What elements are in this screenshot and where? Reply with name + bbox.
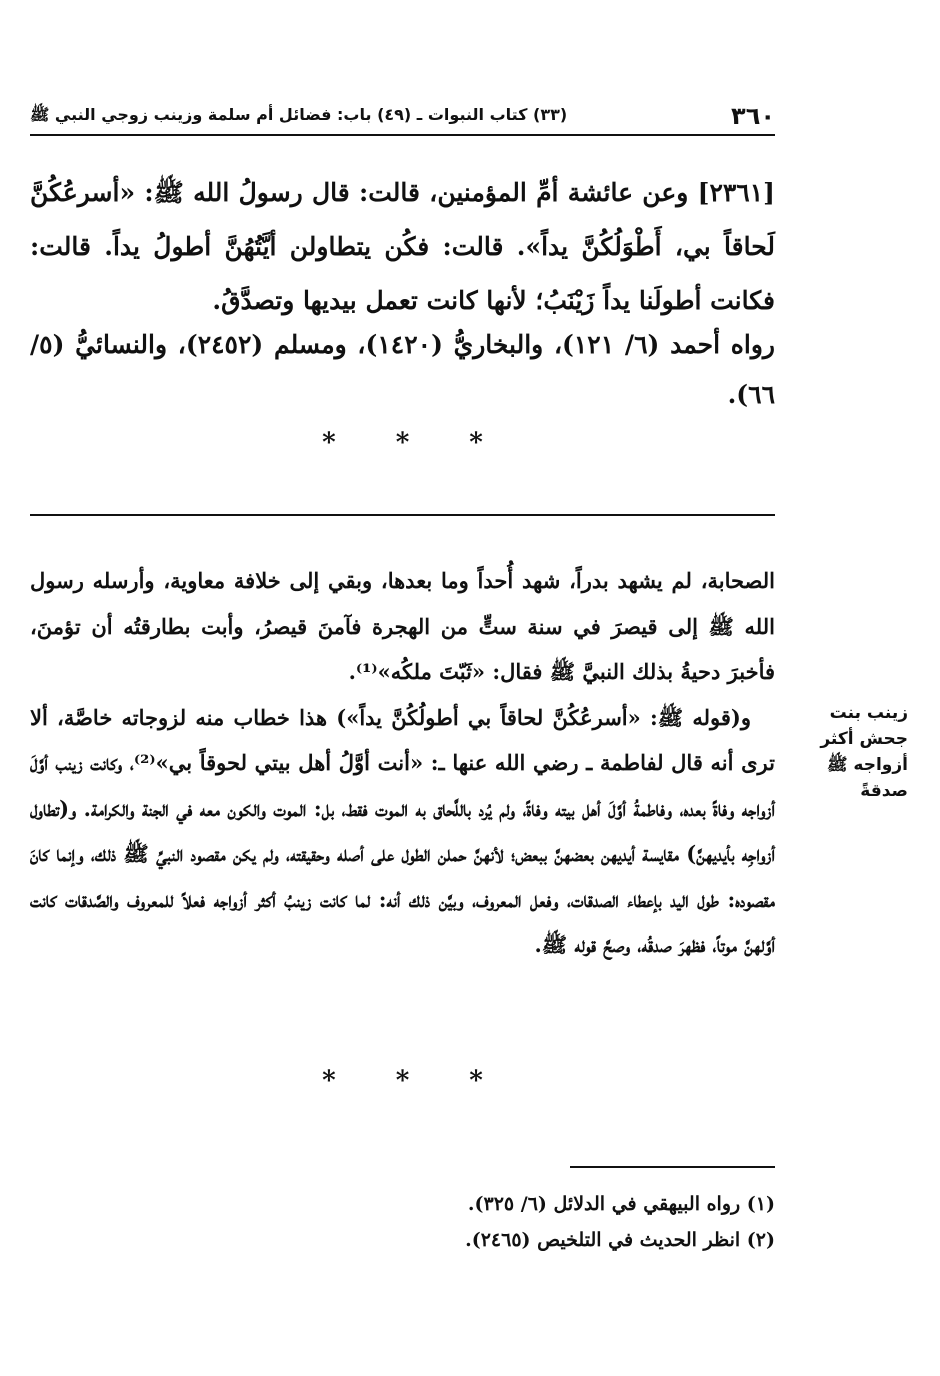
page-header [30,98,775,136]
margin-heading-line: جحش أكثر [820,729,908,749]
hadith-source: رواه أحمد (٦/ ١٢١)، والبخاريُّ (١٤٢٠)، ومسلم (٢٤٥٢)، والنسائيُّ (٥/ ٦٦). [30,330,775,409]
separator-star: * [469,1066,483,1096]
footnote: (٢) انظر الحديث في التلخيص (٢٤٦٥). [465,1229,775,1251]
separator-star: * [322,1066,336,1096]
margin-heading-line: أزواجه ﷺ [826,755,908,775]
separator-star: * [395,428,410,458]
commentary [30,558,775,968]
footnote: (١) رواه البيهقي في الدلائل (٦/ ٣٢٥). [467,1193,775,1215]
separator-star: * [395,1066,410,1096]
hadith-text: [٢٣٦١] وعن عائشة أمِّ المؤمنين، قالت: قال رسولُ الله ﷺ: «أسرعُكُنَّ لَحاقاً بي، أَطْوَلُكُنَّ يداً». قالت: فكُن يتطاولن أيَّتُهُنَّ أطولُ يداً. قالت: فكانت أطولَنا يداً زَيْنَبُ؛ لأنها كانت تعمل بيديها وتصدَّقُ. [30,178,775,315]
page-number: ٣٦٠ [731,102,775,130]
separator-star: * [469,428,483,458]
section-separator [30,1066,775,1096]
margin-heading [790,700,908,804]
footnote-divider [570,1166,775,1168]
commentary-paragraph: و(قوله ﷺ: «أسرعُكُنَّ لحاقاً بي أطولُكُنَّ يداً») هذا خطاب منه لزوجاته خاصَّة، ألا ترى أنه قال لفاطمة ـ رضي الله عنها ـ: «أنت أوَّلُ أهل بيتي لحوقاً بي»⁽²⁾، وكانت زينب أوَّلَ أزواجه وفاةً بعده، وفاطمةُ أوَّلَ أهل بيته وفاةً، ولم يُرد باللَّحاق به الموت فقط، بل: الموت والكون معه في الجنة والكرامة. و(تطاول أزواجِه بأيديهنَّ) مقايسة أيديهن بعضهنَّ ببعض؛ لأنهنَّ حملن الطول على أصله وحقيقته، ولم يكن مقصود النبيِّ ﷺ ذلك، وإنما كانَ مقصوده: طول اليد بإعطاء الصدقات، وفعل المعروف، وبيَّن ذلك أنه: لما كانت زينبُ أكثر أزواجه فعلاً للمعروف والصَّدقات كانت أوَّلهنَّ موتاً، فظهرَ صدقُه، وصحَّ قوله ﷺ. [30,704,775,957]
margin-heading-line: زينب بنت [829,703,908,723]
margin-heading-line: صدقةً [860,781,908,801]
section-divider [30,514,775,516]
separator-star: * [322,428,336,458]
section-separator [30,428,775,458]
commentary-paragraph: الصحابة، لم يشهد بدراً، شهد أُحداً وما بعدها، وبقي إلى خلافة معاوية، وأرسله رسول الله ﷺ إلى قيصرَ في سنة ستٍّ من الهجرة فآمنَ قيصرُ، وأبت بطارقتُه أن تؤمنَ، فأخبرَ دحيةُ بذلك النبيَّ ﷺ فقال: «ثَبّتَ ملكُه»⁽¹⁾. [30,568,775,684]
footnotes [30,1186,775,1258]
running-title: (٣٣) كتاب النبوات ـ (٤٩) باب: فضائل أم سلمة وزينب زوجي النبي ﷺ [30,104,568,124]
